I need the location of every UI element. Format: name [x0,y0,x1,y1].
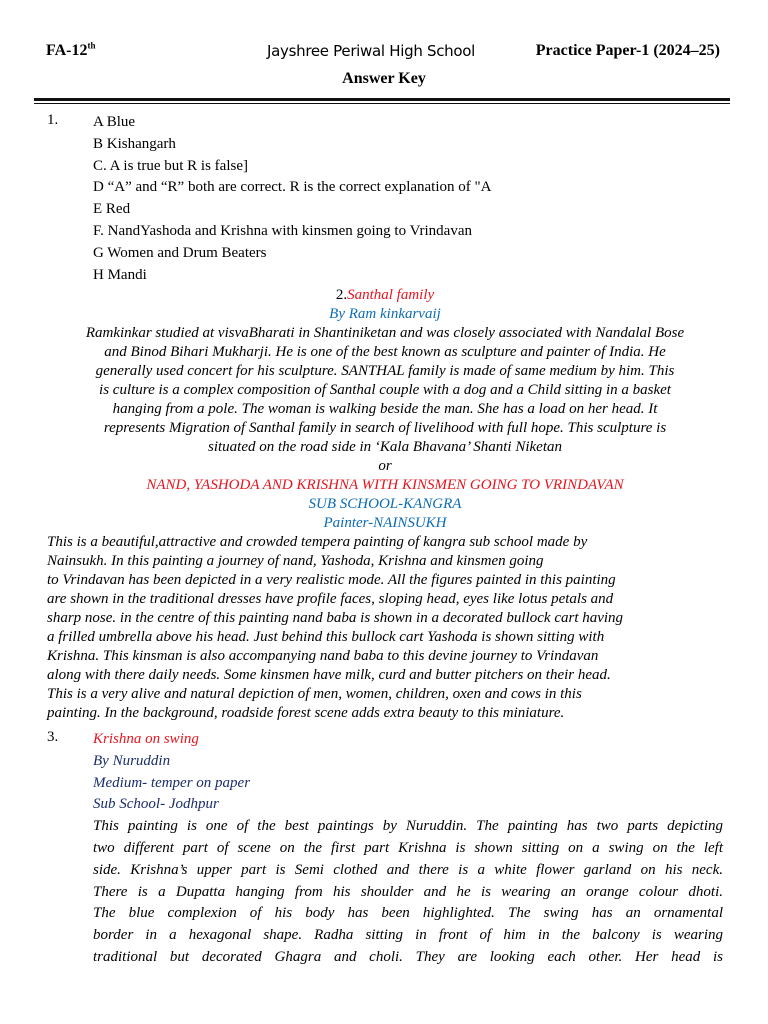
artwork-title: Santhal family [347,287,435,303]
answer-list [93,112,733,286]
class-label-suffix: th [87,40,96,51]
alternate-title: NAND, YASHODA AND KRISHNA WITH KINSMEN GOING TO VRINDAVAN [146,477,624,493]
header-rule-thin [34,103,730,104]
paragraph-line: sharp nose. in the centre of this painting nand baba is shown in a decorated bullock cart having [47,610,624,626]
answer-item: E Red [93,201,131,218]
answer-item: H Mandi [93,266,147,283]
paragraph-line: traditional but decorated Ghagra and choli. They are looking each other. Her head is [93,948,723,965]
answer-item: G Women and Drum Beaters [93,244,267,261]
question-number: 3. [47,729,59,745]
paragraph-line: represents Migration of Santhal family in search of livelihood with full hope. This sculpture is [103,420,667,436]
alternate-paragraph [47,533,727,723]
school-name: Jayshree Periwal High School [267,42,475,60]
paragraph-line: hanging from a pole. The woman is walking beside the man. She has a load on her head. It [112,401,658,417]
paragraph-line: to Vrindavan has been depicted in a very realistic mode. All the figures painted in this painting [47,572,616,588]
paragraph-line: side. Krishna’s upper part is Semi clothed and there is a white flower garland on his neck. [93,861,723,878]
paragraph-line: border in a hexagonal shape. Radha sitting in front of him in the balcony is wearing [93,927,723,944]
artist-name: By Ram kinkarvaij [329,306,441,322]
paragraph-line: Ramkinkar studied at visvaBharati in Shantiniketan and was closely associated with Nandalal Bose [85,325,685,341]
paragraph-line: This painting is one of the best paintings by Nuruddin. The painting has two parts depicting [93,818,723,835]
answer-item: C. A is true but R is false] [93,157,248,174]
question-number: 2. [335,287,348,303]
paragraph-line: a frilled umbrella above his head. Just behind this bullock cart Yashoda is shown sitting with [47,629,605,645]
paragraph-line: are shown in the traditional dresses have profile faces, sloping head, eyes like lotus petals and [47,591,614,607]
answer-item: F. NandYashoda and Krishna with kinsmen going to Vrindavan [93,222,472,239]
paragraph-line: painting. In the background, roadside forest scene adds extra beauty to this miniature. [47,705,565,721]
answer-item: D “A” and “R” both are correct. R is the correct explanation of "A [93,179,492,196]
paper-title: Practice Paper-1 (2024–25) [535,42,720,59]
artwork-school: Sub School- Jodhpur [93,796,219,813]
paragraph-line: This is a very alive and natural depiction of men, women, children, oxen and cows in this [47,686,582,702]
paragraph-line: situated on the road side in ‘Kala Bhavana’ Shanti Niketan [208,439,562,455]
answer-item: B Kishangarh [93,135,176,152]
answer-paragraph [93,816,723,969]
class-label: FA-12th [46,40,96,59]
artwork-title: Krishna on swing [93,731,199,747]
paragraph-line: There is a Dupatta hanging from his shoulder and he is wearing an orange colour dhoti. [93,883,723,900]
artwork-medium: Medium- temper on paper [93,774,251,791]
question-number: 1. [47,112,59,128]
alternate-school: SUB SCHOOL-KANGRA [308,496,462,512]
answer-item: A Blue [93,114,136,130]
question-2 [40,286,730,723]
q2-title-line [40,286,730,305]
paragraph-line: This is a beautiful,attractive and crowded tempera painting of kangra sub school made by [47,534,588,550]
header-rule-thick [34,98,730,101]
paragraph-line: Krishna. This kinsman is also accompanying nand baba to this devine journey to Vrindavan [47,648,599,664]
paragraph-line: is culture is a complex composition of Santhal couple with a dog and a Child sitting in a basket [99,382,671,398]
document-subtitle: Answer Key [342,70,426,87]
or-separator: or [378,458,392,474]
paragraph-line: generally used concert for his sculpture. SANTHAL family is made of same medium by him. This [95,363,675,379]
paragraph-line: Nainsukh. In this painting a journey of nand, Yashoda, Krishna and kinsmen going [47,553,544,569]
paragraph-line: The blue complexion of his body has been highlighted. The swing has an ornamental [93,905,723,922]
q3-answer [93,729,723,969]
artist-name: By Nuruddin [93,752,171,769]
alternate-painter: Painter-NAINSUKH [323,515,447,531]
paragraph-line: two different part of scene on the first part Krishna is shown sitting on a swing on the left [93,839,723,856]
answer-paragraph [40,324,730,457]
paragraph-line: along with there daily needs. Some kinsmen have milk, curd and butter pitchers on their head. [47,667,611,683]
paragraph-line: and Binod Bihari Mukharji. He is one of the best known as sculpture and painter of India. He [104,344,666,360]
